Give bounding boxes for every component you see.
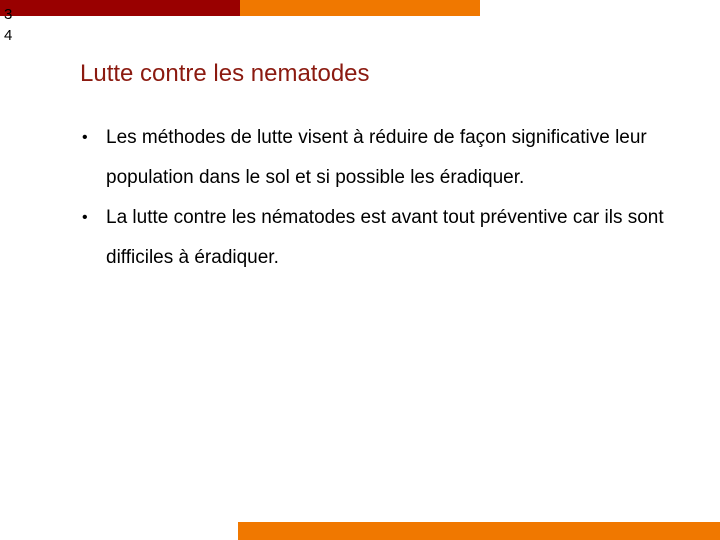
top-red-bar xyxy=(0,0,240,16)
slide-title: Lutte contre les nematodes xyxy=(80,60,370,87)
bullet-item xyxy=(80,198,680,278)
bullet-list xyxy=(80,118,680,278)
bullet-marker: • xyxy=(82,209,88,226)
bullet-text: La lutte contre les nématodes est avant tout préventive car ils sont difficiles à éradiquer. xyxy=(106,207,664,268)
top-orange-bar xyxy=(240,0,480,16)
slide-number: 34 xyxy=(4,6,13,44)
bottom-orange-bar xyxy=(238,522,720,540)
bullet-item xyxy=(80,118,680,198)
bullet-text: Les méthodes de lutte visent à réduire de façon significative leur population dans le sol et si possible les éradiquer. xyxy=(106,127,647,188)
bullet-marker: • xyxy=(82,129,88,146)
